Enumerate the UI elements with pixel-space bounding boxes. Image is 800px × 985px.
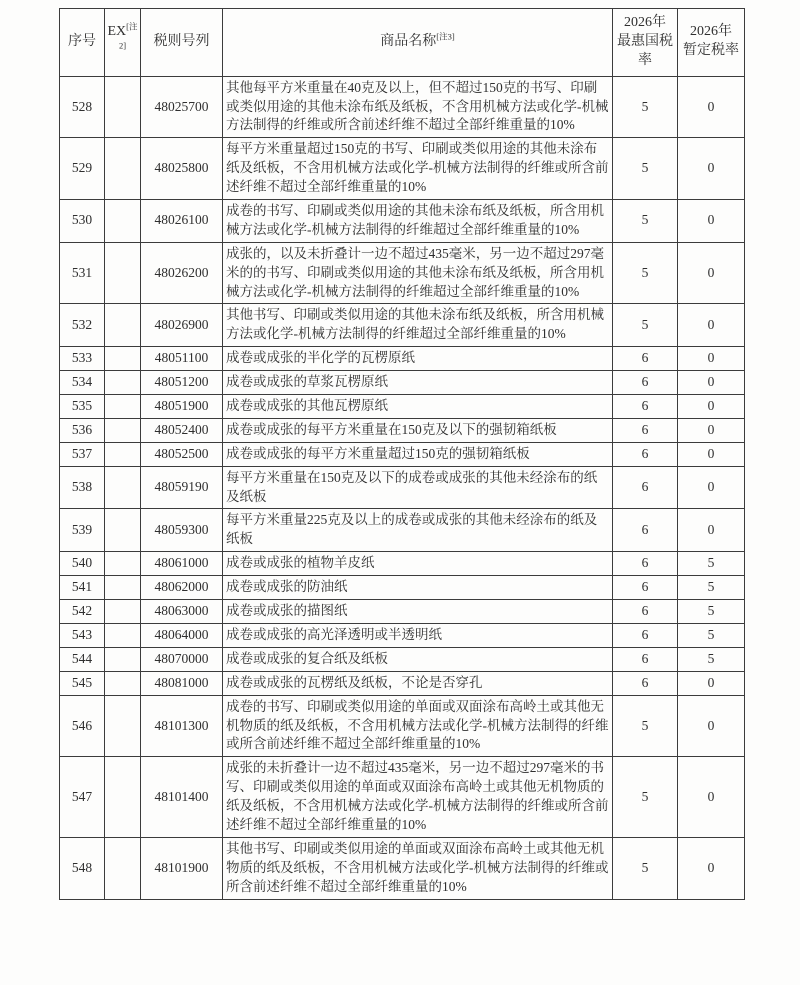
name-cell: 成卷或成张的每平方米重量超过150克的强韧箱纸板 (223, 442, 613, 466)
table-row (60, 138, 745, 200)
ex-cell (105, 200, 141, 243)
name-cell: 其他书写、印刷或类似用途的其他未涂布纸及纸板，所含用机械方法或化学-机械方法制得的纤维超过全部纤维重量的10% (223, 304, 613, 347)
header-temp-rate (678, 9, 745, 77)
temp-rate-cell: 0 (678, 76, 745, 138)
table-header (60, 9, 745, 77)
code-cell: 48051900 (141, 395, 223, 419)
table-row (60, 695, 745, 757)
ex-cell (105, 647, 141, 671)
code-cell: 48026100 (141, 200, 223, 243)
header-ex-footnote: [注2] (118, 21, 138, 51)
ex-cell (105, 138, 141, 200)
temp-rate-cell: 0 (678, 466, 745, 509)
temp-rate-cell: 0 (678, 304, 745, 347)
name-cell: 成卷的书写、印刷或类似用途的单面或双面涂布高岭土或其他无机物质的纸及纸板，不含用机械方法或化学-机械方法制得的纤维或所含前述纤维不超过全部纤维重量的10% (223, 695, 613, 757)
name-cell: 成卷或成张的防油纸 (223, 576, 613, 600)
ex-cell (105, 552, 141, 576)
table-row (60, 600, 745, 624)
ex-cell (105, 623, 141, 647)
temp-rate-cell: 0 (678, 418, 745, 442)
name-cell: 成卷或成张的复合纸及纸板 (223, 647, 613, 671)
temp-rate-cell: 0 (678, 509, 745, 552)
name-cell: 成卷或成张的高光泽透明或半透明纸 (223, 623, 613, 647)
temp-rate-cell: 5 (678, 647, 745, 671)
name-cell: 成卷或成张的每平方米重量在150克及以下的强韧箱纸板 (223, 418, 613, 442)
serial-cell: 531 (60, 242, 105, 304)
temp-rate-cell: 0 (678, 695, 745, 757)
code-cell: 48081000 (141, 671, 223, 695)
serial-cell: 541 (60, 576, 105, 600)
header-ex (105, 9, 141, 77)
mfn-rate-cell: 6 (613, 466, 678, 509)
name-cell: 每平方米重量在150克及以下的成卷或成张的其他未经涂布的纸及纸板 (223, 466, 613, 509)
table-row (60, 442, 745, 466)
temp-rate-cell: 0 (678, 138, 745, 200)
name-cell: 成卷或成张的其他瓦楞原纸 (223, 395, 613, 419)
mfn-rate-cell: 5 (613, 242, 678, 304)
temp-rate-cell: 0 (678, 757, 745, 838)
serial-cell: 546 (60, 695, 105, 757)
ex-cell (105, 304, 141, 347)
header-name (223, 9, 613, 77)
table-row (60, 509, 745, 552)
header-name-footnote: [注3] (436, 31, 455, 42)
header-serial-label: 序号 (68, 33, 96, 49)
code-cell: 48070000 (141, 647, 223, 671)
mfn-rate-cell: 6 (613, 576, 678, 600)
table-row (60, 552, 745, 576)
ex-cell (105, 242, 141, 304)
header-mfn-rate (613, 9, 678, 77)
serial-cell: 539 (60, 509, 105, 552)
name-cell: 成卷或成张的植物羊皮纸 (223, 552, 613, 576)
mfn-rate-cell: 5 (613, 837, 678, 899)
header-temp-line1: 2026年 (690, 24, 732, 40)
name-cell: 其他书写、印刷或类似用途的单面或双面涂布高岭土或其他无机物质的纸及纸板，不含用机械方法或化学-机械方法制得的纤维或所含前述纤维不超过全部纤维重量的10% (223, 837, 613, 899)
serial-cell: 537 (60, 442, 105, 466)
code-cell: 48052400 (141, 418, 223, 442)
name-cell: 其他每平方米重量在40克及以上，但不超过150克的书写、印刷或类似用途的其他未涂布纸及纸板，不含用机械方法或化学-机械方法制得的纤维或所含前述纤维不超过全部纤维重量的10% (223, 76, 613, 138)
table-row (60, 647, 745, 671)
mfn-rate-cell: 6 (613, 395, 678, 419)
header-ex-label: EX (107, 24, 127, 40)
table-row (60, 671, 745, 695)
header-temp-line2: 暂定税率 (683, 43, 739, 59)
serial-cell: 533 (60, 347, 105, 371)
code-cell: 48059190 (141, 466, 223, 509)
table-body (60, 76, 745, 899)
name-cell: 成卷或成张的描图纸 (223, 600, 613, 624)
table-row (60, 418, 745, 442)
temp-rate-cell: 0 (678, 371, 745, 395)
table-row (60, 371, 745, 395)
temp-rate-cell: 0 (678, 442, 745, 466)
table-row (60, 757, 745, 838)
table-row (60, 837, 745, 899)
code-cell: 48064000 (141, 623, 223, 647)
ex-cell (105, 395, 141, 419)
mfn-rate-cell: 6 (613, 418, 678, 442)
table-row (60, 395, 745, 419)
serial-cell: 530 (60, 200, 105, 243)
mfn-rate-cell: 6 (613, 671, 678, 695)
ex-cell (105, 837, 141, 899)
ex-cell (105, 695, 141, 757)
mfn-rate-cell: 6 (613, 371, 678, 395)
serial-cell: 532 (60, 304, 105, 347)
temp-rate-cell: 5 (678, 552, 745, 576)
ex-cell (105, 418, 141, 442)
header-serial (60, 9, 105, 77)
mfn-rate-cell: 6 (613, 600, 678, 624)
name-cell: 成卷或成张的草浆瓦楞原纸 (223, 371, 613, 395)
header-code (141, 9, 223, 77)
header-mfn-line2: 最惠国税率 (617, 33, 673, 68)
code-cell: 48061000 (141, 552, 223, 576)
code-cell: 48101900 (141, 837, 223, 899)
name-cell: 成张的，以及未折叠计一边不超过435毫米，另一边不超过297毫米的的书写、印刷或类似用途的其他未涂布纸及纸板，所含用机械方法或化学-机械方法制得的纤维超过全部纤维重量的10% (223, 242, 613, 304)
temp-rate-cell: 5 (678, 576, 745, 600)
mfn-rate-cell: 6 (613, 509, 678, 552)
mfn-rate-cell: 6 (613, 347, 678, 371)
code-cell: 48025700 (141, 76, 223, 138)
header-mfn-line1: 2026年 (624, 15, 666, 30)
ex-cell (105, 757, 141, 838)
serial-cell: 543 (60, 623, 105, 647)
mfn-rate-cell: 5 (613, 200, 678, 243)
temp-rate-cell: 0 (678, 837, 745, 899)
code-cell: 48063000 (141, 600, 223, 624)
ex-cell (105, 671, 141, 695)
mfn-rate-cell: 5 (613, 138, 678, 200)
table-row (60, 200, 745, 243)
code-cell: 48052500 (141, 442, 223, 466)
code-cell: 48026200 (141, 242, 223, 304)
ex-cell (105, 509, 141, 552)
code-cell: 48062000 (141, 576, 223, 600)
mfn-rate-cell: 5 (613, 757, 678, 838)
ex-cell (105, 347, 141, 371)
ex-cell (105, 576, 141, 600)
mfn-rate-cell: 6 (613, 623, 678, 647)
header-code-label: 税则号列 (153, 33, 210, 49)
serial-cell: 547 (60, 757, 105, 838)
table-row (60, 623, 745, 647)
ex-cell (105, 600, 141, 624)
code-cell: 48101300 (141, 695, 223, 757)
name-cell: 每平方米重量超过150克的书写、印刷或类似用途的其他未涂布纸及纸板，不含用机械方法或化学-机械方法制得的纤维或所含前述纤维不超过全部纤维重量的10% (223, 138, 613, 200)
name-cell: 成卷或成张的瓦楞纸及纸板，不论是否穿孔 (223, 671, 613, 695)
name-cell: 每平方米重量225克及以上的成卷或成张的其他未经涂布的纸及纸板 (223, 509, 613, 552)
ex-cell (105, 442, 141, 466)
serial-cell: 535 (60, 395, 105, 419)
name-cell: 成卷或成张的半化学的瓦楞原纸 (223, 347, 613, 371)
code-cell: 48026900 (141, 304, 223, 347)
table-row (60, 242, 745, 304)
temp-rate-cell: 5 (678, 623, 745, 647)
mfn-rate-cell: 6 (613, 552, 678, 576)
name-cell: 成张的未折叠计一边不超过435毫米，另一边不超过297毫米的书写、印刷或类似用途的单面或双面涂布高岭土或其他无机物质的纸及纸板，不含用机械方法或化学-机械方法制得的纤维或所含前述纤维不超过全部纤维重量的10% (223, 757, 613, 838)
code-cell: 48059300 (141, 509, 223, 552)
code-cell: 48051100 (141, 347, 223, 371)
table-row (60, 347, 745, 371)
mfn-rate-cell: 6 (613, 647, 678, 671)
temp-rate-cell: 0 (678, 671, 745, 695)
mfn-rate-cell: 5 (613, 695, 678, 757)
serial-cell: 548 (60, 837, 105, 899)
table-row (60, 304, 745, 347)
serial-cell: 528 (60, 76, 105, 138)
serial-cell: 534 (60, 371, 105, 395)
ex-cell (105, 466, 141, 509)
temp-rate-cell: 0 (678, 347, 745, 371)
serial-cell: 536 (60, 418, 105, 442)
temp-rate-cell: 0 (678, 200, 745, 243)
temp-rate-cell: 5 (678, 600, 745, 624)
mfn-rate-cell: 5 (613, 304, 678, 347)
code-cell: 48025800 (141, 138, 223, 200)
header-row (60, 9, 745, 77)
serial-cell: 542 (60, 600, 105, 624)
serial-cell: 540 (60, 552, 105, 576)
mfn-rate-cell: 5 (613, 76, 678, 138)
code-cell: 48051200 (141, 371, 223, 395)
table-row (60, 576, 745, 600)
tariff-table (59, 8, 745, 900)
ex-cell (105, 76, 141, 138)
table-row (60, 76, 745, 138)
ex-cell (105, 371, 141, 395)
code-cell: 48101400 (141, 757, 223, 838)
serial-cell: 529 (60, 138, 105, 200)
serial-cell: 544 (60, 647, 105, 671)
serial-cell: 545 (60, 671, 105, 695)
table-row (60, 466, 745, 509)
mfn-rate-cell: 6 (613, 442, 678, 466)
serial-cell: 538 (60, 466, 105, 509)
header-name-label: 商品名称 (380, 33, 437, 49)
temp-rate-cell: 0 (678, 395, 745, 419)
name-cell: 成卷的书写、印刷或类似用途的其他未涂布纸及纸板，所含用机械方法或化学-机械方法制得的纤维超过全部纤维重量的10% (223, 200, 613, 243)
temp-rate-cell: 0 (678, 242, 745, 304)
